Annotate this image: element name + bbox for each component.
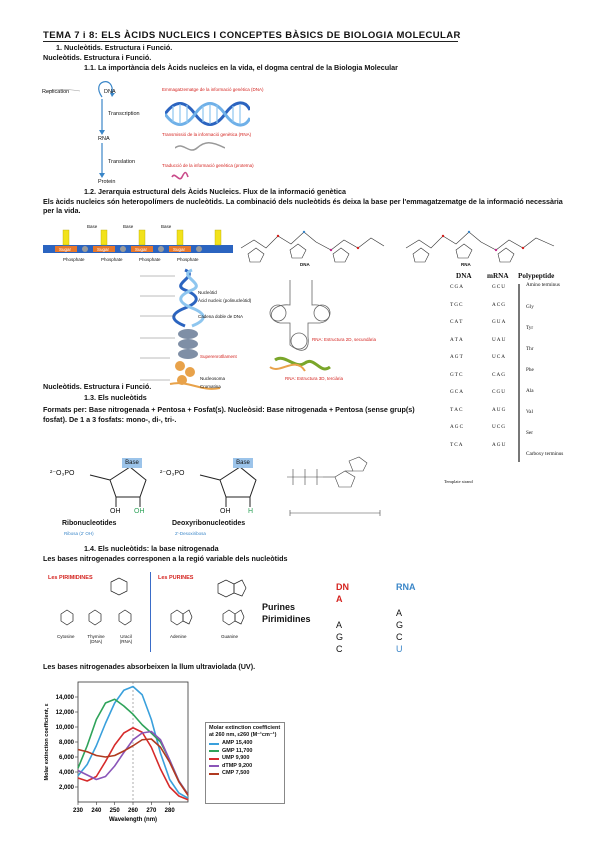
dna-codon: A T A (450, 336, 463, 343)
rna-base-g: G (396, 620, 404, 630)
nitrogenous-bases-figure (43, 570, 296, 655)
replication-label: Replication (42, 89, 70, 95)
rna-label: RNA (98, 136, 110, 142)
code-table-header-mrna: mRNA (487, 272, 509, 280)
y-tick-label: 12,000 (55, 710, 74, 716)
trna-structure-images (250, 275, 377, 385)
dna-bases-header-2: A (336, 594, 343, 604)
dna-codon: A G C (450, 424, 464, 430)
dna-codon: T A C (450, 406, 463, 413)
translation-label: Translation (108, 159, 136, 165)
mrna-codon: U C G (492, 424, 506, 430)
hierarchy-label-nucleosome: Nucleosoma (200, 376, 226, 381)
deoxy-3-oh: OH (220, 508, 231, 515)
y-tick-label: 4,000 (58, 770, 74, 776)
central-dogma-diagram (40, 75, 270, 185)
trna-2d-note: RNA: Estructura 2D, secundària (312, 337, 377, 342)
section-1-3-paragraph-2: fosfat). De 1 a 3 fosfats: mono-, di-, tri-. (43, 415, 177, 424)
mrna-codon: C G U (492, 389, 506, 395)
hierarchy-label-chromatin: Cromatina (200, 384, 221, 389)
ribo-phosphate-group: ²⁻O₃PO (50, 470, 75, 477)
amino-acid-label: Val (526, 409, 533, 415)
y-tick-label: 6,000 (58, 755, 74, 761)
purines-term: Purines (262, 602, 296, 612)
section-1-3-lead: Nucleòtids. Estructura i Funció. (43, 382, 152, 391)
chart-legend (205, 722, 285, 804)
dna-helix-image (165, 100, 250, 128)
strand-phosphate-label-4: Phosphate (177, 257, 199, 262)
purines-title: Les PURINES (158, 575, 194, 581)
dna-bases-header: DN (336, 582, 349, 592)
page-title: TEMA 7 i 8: ELS ÀCIDS NUCLEICS I CONCEPTES BÀSICS DE BIOLOGIA MOLECULAR (43, 30, 461, 41)
section-1-2-heading: 1.2. Jerarquia estructural dels Àcids Nucleics. Flux de la informació genètica (84, 187, 347, 196)
chromatin-hierarchy-image (130, 268, 250, 398)
mrna-codon: A C G (492, 301, 506, 308)
dna-base-a: A (336, 620, 343, 630)
chemical-strand-svg (236, 218, 561, 270)
legend-swatch (209, 765, 219, 767)
dna-codon: C G A (450, 284, 464, 290)
bases-structures-svg (43, 570, 296, 655)
ribo-base-box: Base (122, 458, 142, 468)
mrna-codon: U A U (492, 336, 506, 343)
deoxyribose-sublabel: 2'-Desoxiribosa (175, 531, 206, 536)
deoxyribonucleotides-label: Deoxyribonucleotides (172, 520, 246, 527)
deoxy-base-box: Base (233, 458, 253, 468)
x-tick-label: 270 (146, 808, 157, 814)
strand-sugar-label-2: Sugar (97, 247, 110, 252)
carboxy-terminus-label: Carboxy terminus (526, 451, 564, 457)
strand-sugar-label-4: Sugar (173, 247, 186, 252)
amino-acid-label: Gly (526, 304, 534, 310)
protein-image (170, 171, 190, 183)
y-tick-label: 8,000 (58, 740, 74, 746)
amino-acid-label: Amino terminus (526, 282, 560, 288)
dna-codon: T C A (450, 441, 463, 448)
template-strand-label: Template strand (444, 479, 473, 484)
uv-absorption-text: Les bases nitrogenades absorbeixen la llum ultraviolada (UV). (43, 662, 256, 671)
legend-title: Molar extinction coefficient at 260 nm, ε260 (M⁻¹cm⁻¹) (209, 725, 281, 738)
x-tick-label: 240 (91, 808, 102, 814)
rna-base-c: C (396, 632, 403, 642)
section-1-subheading: Nucleòtids. Estructura i Funció. (43, 53, 152, 62)
dna-codon: C A T (450, 319, 463, 325)
nucleotide-sketch-svg (285, 455, 385, 525)
hierarchy-label-double-strand: Cadena doble de DNA (198, 314, 244, 319)
rna-bases-list (396, 607, 403, 655)
genetic-code-table (430, 272, 570, 487)
x-tick-label: 250 (109, 808, 120, 814)
rna-base-u: U (396, 644, 403, 654)
cytosine-label: Cytosine (57, 634, 75, 639)
strand-base-label-1: Base (87, 224, 98, 229)
dna-structure-label: DNA (300, 262, 310, 267)
amino-acid-label: Ala (526, 388, 534, 394)
legend-swatch (209, 773, 219, 775)
legend-entry (209, 740, 281, 748)
strand-phosphate-label-2: Phosphate (101, 257, 123, 262)
ribo-2-oh: OH (134, 508, 145, 515)
hierarchy-label-supercoil: Superenrotllament (200, 354, 237, 359)
trna-3d-note: RNA: Estructura 3D, terciària (285, 376, 344, 381)
section-1-3-heading: 1.3. Els nucleòtids (84, 393, 147, 402)
strand-phosphate-label-1: Phosphate (63, 257, 85, 262)
legend-label: UMP 9,900 (222, 755, 250, 761)
mrna-codon: U C A (492, 354, 506, 360)
hierarchy-label-nucleotide: Nucleòtid (198, 290, 217, 295)
chemical-strand-structures (236, 218, 561, 270)
legend-rows (206, 740, 284, 778)
x-axis-label: Wavelength (nm) (108, 817, 158, 823)
strand-base-label-3: Base (161, 224, 172, 229)
amino-acid-label: Phe (526, 367, 534, 373)
strand-base-label-2: Base (123, 224, 134, 229)
y-tick-label: 2,000 (58, 785, 74, 791)
legend-label: dTMP 9,200 (222, 762, 253, 769)
trna-svg (250, 275, 360, 385)
transcription-label: Transcription (108, 111, 140, 117)
deoxy-2-h: H (248, 508, 254, 515)
mrna-codon: A U G (492, 406, 506, 413)
y-tick-label: 10,000 (55, 725, 74, 731)
strand-sugar-label-3: Sugar (135, 247, 148, 252)
legend-label: CMP 7,500 (222, 770, 250, 776)
legend-label: GMP 11,700 (222, 747, 253, 754)
y-tick-label: 14,000 (55, 695, 74, 701)
legend-entry (209, 748, 281, 756)
adenine-label: Adenine (170, 634, 187, 639)
amino-acid-label: Ser (526, 430, 533, 436)
section-1-heading: 1. Nucleòtids. Estructura i Funció. (56, 43, 173, 52)
section-1-2-paragraph: Els àcids nucleics són heteropolímers de nucleòtids. La combinació dels nucleòtids és deixa la base per l'emmagatzematge de la informació necessària per la vida. (43, 197, 563, 215)
dna-bases-list (336, 619, 343, 655)
ribonucleotides-label: Ribonucleotides (62, 520, 117, 527)
legend-swatch (209, 758, 219, 760)
dogma-note-translation: Traducció de la informació genètica (proteïna) (162, 163, 254, 168)
dna-codon: T G C (450, 301, 463, 308)
dna-codon: G T C (450, 371, 463, 378)
x-tick-label: 230 (72, 808, 84, 814)
dna-label: DNA (104, 89, 116, 95)
protein-label: Protein (98, 179, 116, 185)
strand-phosphate-label-3: Phosphate (139, 257, 161, 262)
legend-entry (209, 763, 281, 771)
thymine-label: Thymine (DNA) (87, 634, 105, 644)
amino-acid-label: Tyr (526, 325, 534, 331)
pirimidines-term: Pirimidines (262, 614, 311, 624)
nucleotide-strand-diagram (43, 222, 233, 267)
dna-base-c: C (336, 644, 343, 654)
dogma-note-storage: Emmagatzematge de la informació genètica (DNA) (162, 87, 264, 92)
pyrimidines-title: Les PIRIMIDINES (48, 575, 93, 581)
guanine-label: Guanine (221, 634, 239, 639)
dna-codon: G C A (450, 389, 464, 395)
code-table-header-polypeptide: Polypeptide (518, 272, 555, 280)
section-1-4-paragraph: Les bases nitrogenades corresponen a la regió variable dels nucleòtids (43, 554, 288, 563)
uv-absorption-chart (40, 676, 310, 826)
dna-base-g: G (336, 632, 344, 642)
y-axis-label: Molar extinction coefficient, ε (44, 703, 50, 781)
ribose-sublabel: Ribosa (2' OH) (64, 531, 94, 536)
legend-entry (209, 770, 281, 778)
dna-codon: A G T (450, 354, 463, 360)
ribo-3-oh: OH (110, 508, 121, 515)
polypeptide-arrow (518, 284, 520, 462)
chromatin-svg (130, 268, 250, 398)
x-tick-label: 280 (164, 808, 175, 814)
legend-swatch (209, 743, 219, 745)
legend-entry (209, 755, 281, 763)
uracil-label: Uracil (RNA) (119, 634, 133, 644)
mrna-codon: C A G (492, 371, 506, 378)
strand-sugar-label-1: Sugar (59, 247, 72, 252)
x-tick-label: 260 (127, 808, 139, 814)
section-1-4-heading: 1.4. Els nucleòtids: la base nitrogenada (84, 544, 219, 553)
code-table-header-dna: DNA (456, 272, 472, 280)
rna-base-a: A (396, 608, 403, 618)
section-1-1-heading: 1.1. La importància dels Àcids nucleics en la vida, el dogma central de la Biologia Molecular (84, 63, 398, 72)
mrna-codon-column (492, 284, 512, 459)
nucleotide-sugar-structures (50, 455, 270, 540)
dna-codon-column (450, 284, 470, 459)
rna-strand-image (175, 141, 225, 155)
dogma-note-transmission: Transmissió de la informació genètica (RNA) (162, 132, 252, 137)
mrna-codon: A G U (492, 441, 506, 448)
rna-bases-header: RNA (396, 582, 416, 592)
nucleotide-triphosphate-sketch (285, 455, 385, 525)
title-underline (43, 41, 458, 42)
rna-structure-label: RNA (461, 262, 471, 267)
deoxy-phosphate-group: ²⁻O₃PO (160, 470, 185, 477)
mrna-codon: G C U (492, 284, 506, 290)
hierarchy-label-polynucleotide: Àcid nucleic (polinucleòtid) (198, 298, 252, 303)
legend-label: AMP 15,400 (222, 740, 253, 746)
mrna-codon: G U A (492, 319, 506, 325)
section-1-3-paragraph-1: Formats per: Base nitrogenada + Pentosa + Fosfat(s). Nucleòsid: Base nitrogenada + Pentosa (sense grup(s) (43, 405, 415, 414)
amino-acid-label: Thr (526, 346, 534, 352)
legend-swatch (209, 750, 219, 752)
amino-acid-column (526, 282, 570, 457)
